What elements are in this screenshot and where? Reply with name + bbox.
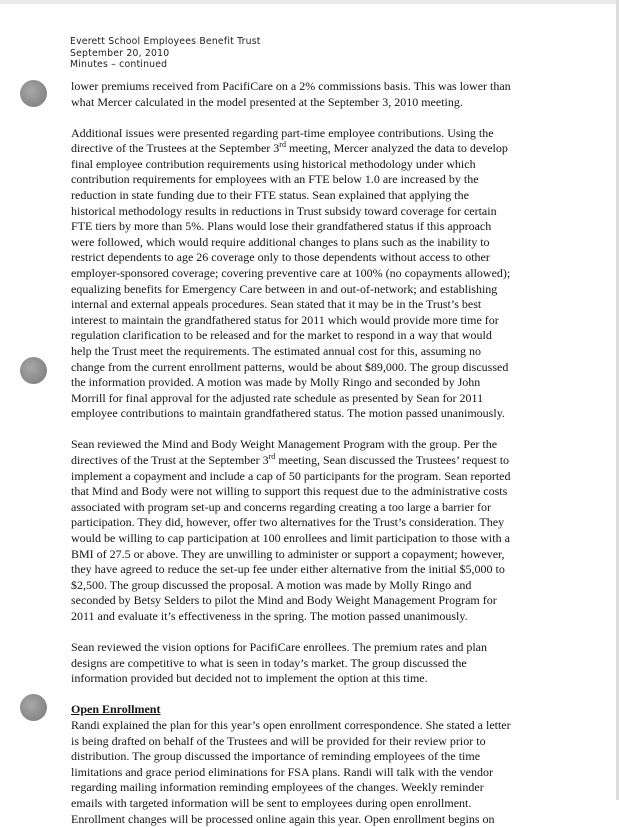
text-line: associated with program set-up and concerns regarding creating a too large a barrier for bbox=[71, 499, 491, 514]
text-line: directive of the Trustees at the September 3rd meeting, Mercer analyzed the data to develop bbox=[71, 140, 508, 156]
text-line: regarding mailing information reminding employees of the changes. Weekly reminder bbox=[71, 780, 484, 795]
punch-hole-top bbox=[20, 80, 47, 107]
paragraph bbox=[71, 437, 611, 624]
text-line: historical methodology results in reductions in Trust subsidy toward coverage for certain bbox=[71, 203, 497, 218]
text-line: BMI of 27.5 or above. They are unwilling to administer or support a copayment; however, bbox=[71, 546, 505, 561]
header-continued: Minutes – continued bbox=[70, 59, 168, 70]
punch-hole-bottom bbox=[20, 694, 47, 721]
punch-hole-middle bbox=[20, 357, 47, 384]
paragraph bbox=[71, 640, 611, 687]
text-line: FTE tiers by more than 5%. Plans would lose their grandfathered status if this approach bbox=[71, 219, 492, 234]
text-line: help the Trust meet the requirements. The estimated annual cost for this, assuming no bbox=[71, 344, 482, 358]
text-line: restrict dependents to age 26 coverage only to those dependents without access to other bbox=[71, 250, 490, 265]
text-line: were followed, which would require additional changes to plans such as the inability to bbox=[71, 234, 490, 249]
text-line: Sean reviewed the vision options for PacifiCare enrollees. The premium rates and plan bbox=[71, 640, 487, 655]
text-line: reduction in state funding due to their FTE status. Sean explained that applying the bbox=[71, 188, 469, 203]
text-line: would be willing to cap participation at 100 enrollees and limit participation to those with a bbox=[71, 531, 510, 546]
text-line: lower premiums received from PacifiCare on a 2% commissions basis. This was lower than bbox=[71, 79, 511, 93]
text-line: designs are competitive to what is seen in today’s market. The group discussed the bbox=[71, 655, 467, 670]
page-header bbox=[70, 36, 261, 71]
header-title: Everett School Employees Benefit Trust bbox=[70, 36, 261, 47]
text-line: they have agreed to reduce the set-up fee under either alternative from the initial $5,000 to bbox=[71, 562, 505, 577]
section-heading: Open Enrollment bbox=[71, 702, 161, 717]
text-line: is being drafted on behalf of the Trustees and will be provided for their review prior to bbox=[71, 733, 486, 748]
text-line: the information provided. A motion was made by Molly Ringo and seconded by John bbox=[71, 375, 481, 390]
text-line: that Mind and Body were not willing to support this request due to the administrative costs bbox=[71, 484, 508, 499]
paragraph bbox=[71, 126, 611, 422]
text-line: Sean reviewed the Mind and Body Weight Management Program with the group. Per the bbox=[71, 437, 498, 452]
header-date: September 20, 2010 bbox=[70, 47, 170, 59]
paragraph bbox=[71, 79, 611, 110]
text-line: distribution. The group discussed the importance of reminding employees of the time bbox=[71, 749, 481, 764]
text-line: internal and external appeals procedures. Sean stated that it may be in the Trust’s best bbox=[71, 297, 482, 312]
text-line: Enrollment changes will be processed online again this year. Open enrollment begins on bbox=[71, 811, 495, 826]
text-line: equalizing benefits for Emergency Care between in and out-of-network; and establishing bbox=[71, 281, 498, 296]
text-line: employee contributions to maintain grandfathered status. The motion passed unanimously. bbox=[71, 406, 505, 421]
text-line: final employee contribution requirements using historical methodology under which bbox=[71, 156, 476, 171]
text-line: directives of the Trust at the September 3rd meeting, Sean discussed the Trustees’ request to bbox=[71, 452, 510, 468]
text-line: Additional issues were presented regarding part-time employee contributions. Using the bbox=[71, 125, 494, 140]
text-line: seconded by Betsy Selders to pilot the Mind and Body Weight Management Program for bbox=[71, 593, 497, 608]
text-line: Morrill for final approval for the adjusted rate schedule as presented by Sean for 2011 bbox=[71, 390, 484, 405]
text-line: $2,500. The group discussed the proposal. A motion was made by Molly Ringo and bbox=[71, 577, 472, 592]
text-line: contribution requirements for employees with an FTE below 1.0 are increased by the bbox=[71, 172, 479, 187]
text-line: regulation clarification to be released and for the market to respond in a way that would bbox=[71, 328, 492, 343]
text-line: participation. They did, however, offer two alternatives for the Trust’s consideration. They bbox=[71, 515, 505, 530]
text-line: implement a copayment and include a cap of 50 participants for the program. Sean reported bbox=[71, 468, 511, 483]
text-line: what Mercer calculated in the model presented at the September 3, 2010 meeting. bbox=[71, 94, 463, 109]
section-paragraph bbox=[71, 718, 611, 827]
text-line: 2011 and evaluate it’s effectiveness in the spring. The motion passed unanimously. bbox=[71, 609, 468, 623]
text-line: Randi explained the plan for this year’s open enrollment correspondence. She stated a letter bbox=[71, 717, 511, 732]
open-enrollment-section bbox=[71, 702, 611, 827]
text-line: change from the current enrollment patterns, would be about $89,000. The group discussed bbox=[71, 359, 509, 374]
text-line: employer-sponsored coverage; covering preventive care at 100% (no copayments allowed); bbox=[71, 266, 511, 281]
minutes-body bbox=[71, 79, 611, 827]
text-line: information provided but decided not to implement the option at this time. bbox=[71, 671, 428, 686]
text-line: interest to maintain the grandfathered status for 2011 which would provide more time for bbox=[71, 312, 499, 327]
scan-top-edge bbox=[0, 0, 619, 4]
text-line: emails with targeted information will be sent to employees during open enrollment. bbox=[71, 795, 472, 810]
text-line: limitations and grace period eliminations for FSA plans. Randi will talk with the vendor bbox=[71, 764, 493, 779]
paragraphs-container bbox=[71, 79, 611, 687]
